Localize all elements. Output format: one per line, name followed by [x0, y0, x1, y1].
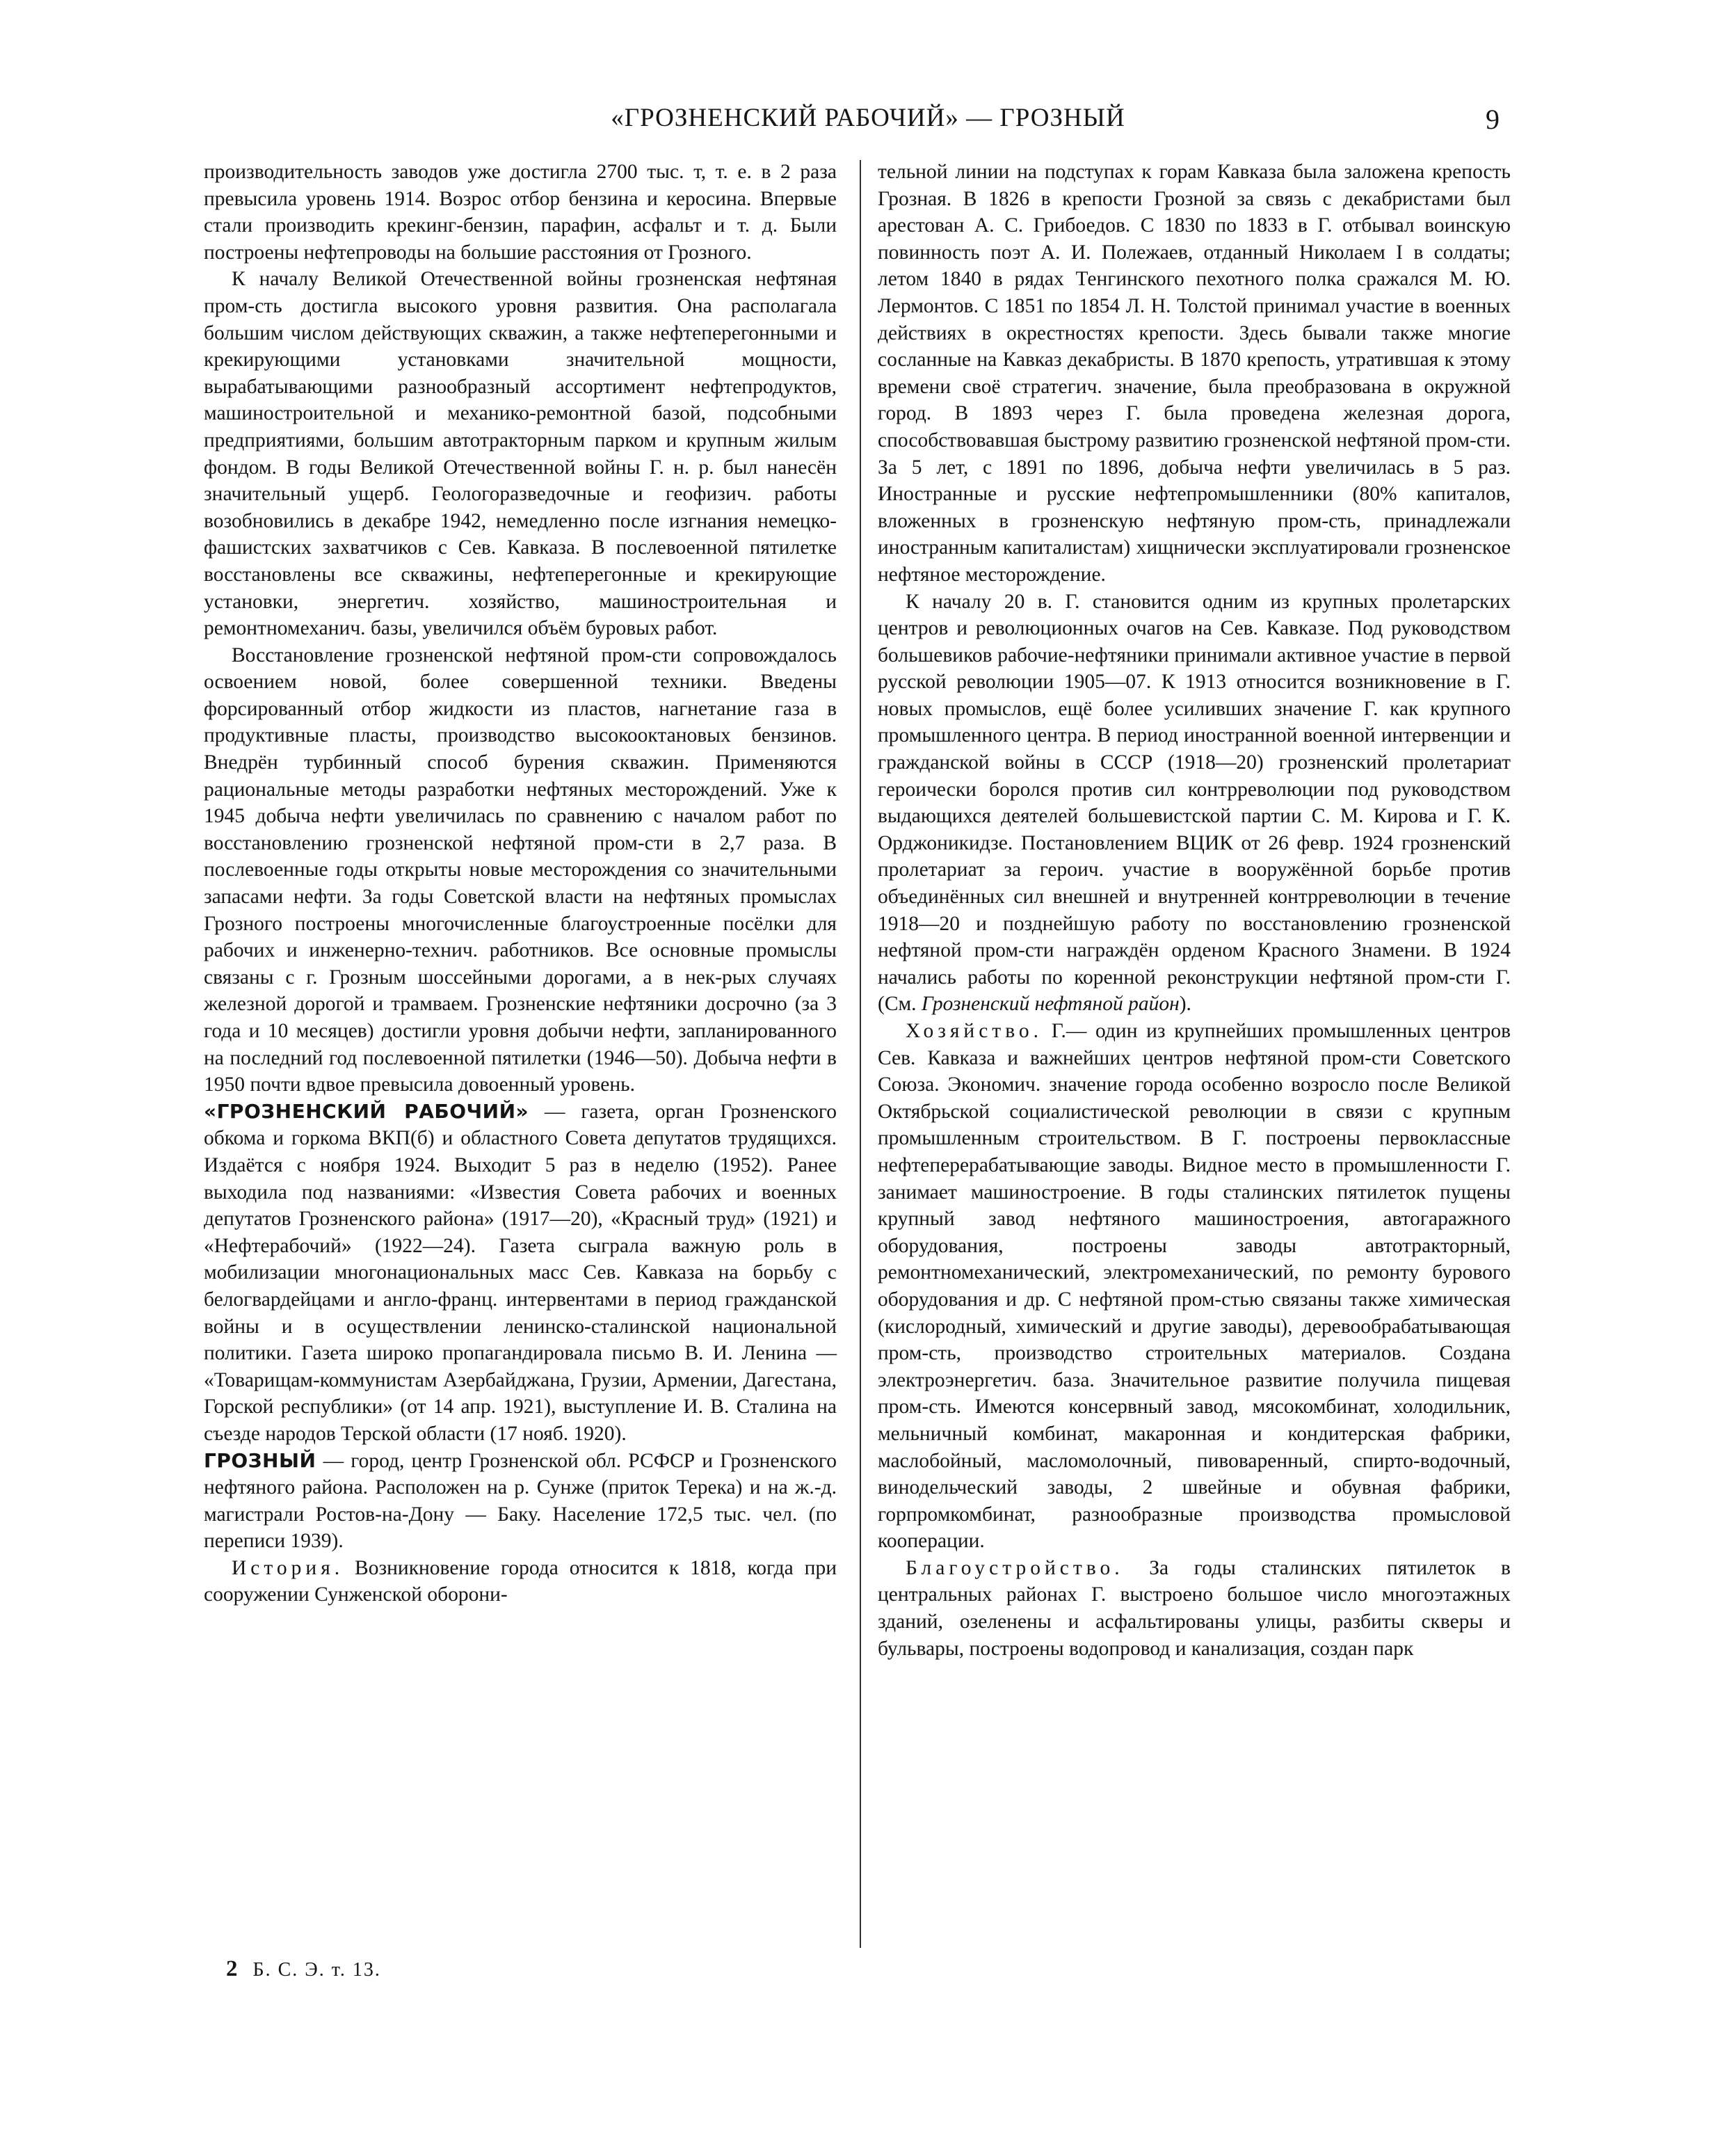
sheet-number: 2 [226, 1956, 238, 1981]
entry-grozny-worker [204, 1098, 837, 1448]
section-heading: Благоустройство. [906, 1556, 1124, 1579]
footer-signature [226, 1956, 381, 1982]
paragraph: Восстановление грозненской нефтяной пром-сти сопровождалось освоением новой, более совершенной техники. Введены форсированный отбор жидкости из пластов, нагнетание газа в продуктивные пласты, производство высокооктановых бензинов. Внедрён турбинный способ бурения скважин. Применяются рациональные методы разработки нефтяных месторождений. Уже к 1945 добыча нефти увеличилась по сравнению с началом работ по восстановлению грозненской нефтяной пром-сти в 2,7 раза. В послевоенные годы открыты новые месторождения со значительными запасами нефти. За годы Советской власти на нефтяных промыслах Грозного построены многочисленные благоустроенные посёлки для рабочих и инженерно-технич. работников. Все основные промыслы связаны с г. Грозным шоссейными дорогами, а в нек-рых случаях железной дорогой и трамваем. Грозненские нефтяники досрочно (за 3 года и 10 месяцев) достигли уровня добычи нефти, запланированного на последний год послевоенной пятилетки (1946—50). Добыча нефти в 1950 почти вдвое превысила довоенный уровень. [204, 644, 837, 1096]
entry-text: — город, центр Грозненской обл. РСФСР и Грозненского нефтяного района. Расположен на р. Сунже (приток Терека) и на ж.-д. магистрали Ростов-на-Дону — Баку. Население 172,5 тыс. чел. (по переписи 1939). [204, 1449, 837, 1553]
entry-headword: «ГРОЗНЕНСКИЙ РАБОЧИЙ» [204, 1099, 529, 1123]
page-number: 9 [1486, 104, 1500, 135]
paragraph-text: За годы сталинских пятилеток в центральных районах Г. выстроено большое число многоэтажных зданий, озеленены и асфальтированы улицы, разбиты скверы и бульвары, построены водопровод и канализация, создан парк [878, 1556, 1511, 1660]
column-divider [860, 160, 861, 1948]
section-heading: Хозяйство. [906, 1020, 1043, 1042]
running-head [0, 103, 1736, 138]
paragraph: производительность заводов уже достигла 2700 тыс. т, т. е. в 2 раза превысила уровень 1914. Возрос отбор бензина и керосина. Впервые стали производить крекинг-бензин, парафин, асфальт и т. д. Были построены нефтепроводы на большие расстояния от Грозного. [204, 161, 837, 264]
entry-grozny [204, 1448, 837, 1555]
paragraph-text: ). [1179, 993, 1191, 1016]
paragraph-text: Г.— один из крупнейших промышленных центров Сев. Кавказа и важнейших центров нефтяной пром-сти Советского Союза. Экономич. значение города особенно возросло после Великой Октябрьской социалистической революции в связи с крупным промышленным строительством. В Г. построены первоклассные нефтеперерабатывающие заводы. Видное место в промышленности Г. занимает машиностроение. В годы сталинских пятилеток пущены крупный завод нефтяного машиностроения, автогаражного оборудования, построены заводы автотракторный, ремонтномеханический, электромеханический, по ремонту бурового оборудования и др. С нефтяной пром-стью связаны также химическая (кислородный, химический и другие заводы), деревообрабатывающая пром-сть, производство строительных материалов. Создана электроэнергетич. база. Значительное развитие получила пищевая пром-сть. Имеются консервный завод, мясокомбинат, холодильник, мельничный комбинат, макаронная и кондитерская фабрики, маслобойный, масломолочный, пивоваренный, спирто-водочный, винодельческий заводы, 2 швейные и обувная фабрики, горпромкомбинат, разнообразные производства промысловой кооперации. [878, 1020, 1511, 1553]
paragraph: К началу Великой Отечественной войны грозненская нефтяная пром-сть достигла высокого уровня развития. Она располагала большим числом действующих скважин, а также нефтеперегонными и крекирующими установками значительной мощности, вырабатывающими разнообразный ассортимент нефтепродуктов, машиностроительной и механико-ремонтной базой, подсобными предприятиями, большим автотракторным парком и крупным жилым фондом. В годы Великой Отечественной войны Г. н. р. был нанесён значительный ущерб. Геологоразведочные и геофизич. работы возобновились в декабре 1942, немедленно после изгнания немецко-фашистских захватчиков с Сев. Кавказа. В послевоенной пятилетке восстановлены все скважины, нефтеперегонные и крекирующие установки, энергетич. хозяйство, машиностроительная и ремонтномеханич. базы, увеличился объём буровых работ. [204, 268, 837, 640]
signature-text: Б. С. Э. т. 13. [252, 1959, 381, 1981]
entry-headword: ГРОЗНЫЙ [204, 1448, 316, 1472]
paragraph-history [204, 1555, 837, 1608]
paragraph-improvement [878, 1555, 1511, 1662]
paragraph-text: К началу 20 в. Г. становится одним из крупных пролетарских центров и революционных очагов на Сев. Кавказе. Под руководством большевиков рабочие-нефтяники принимали активное участие в первой русской революции 1905—07. К 1913 относится возникновение в Г. новых промыслов, ещё более усиливших значение Г. как крупного промышленного центра. В период иностранной военной интервенции и гражданской войны в СССР (1918—20) грозненский пролетариат героически боролся против сил контрреволюции под руководством выдающихся деятелей большевистской партии С. М. Кирова и Г. К. Орджоникидзе. Постановлением ВЦИК от 26 февр. 1924 грозненский пролетариат за героич. участие в вооружённой борьбе против объединённых сил внешней и внутренней контрреволюции в течение 1918—20 и позднейшую работу по восстановлению грозненской нефтяной пром-сти награждён орденом Красного Знамени. В 1924 начались работы по коренной реконструкции нефтяной пром-сти Г. (См. [878, 590, 1511, 1016]
cross-reference-link[interactable]: Грозненский нефтяной район [921, 993, 1180, 1016]
right-column [878, 159, 1511, 1662]
paragraph-economy [878, 1018, 1511, 1555]
section-heading: История. [232, 1556, 344, 1579]
page-title: «ГРОЗНЕНСКИЙ РАБОЧИЙ» — ГРОЗНЫЙ [611, 104, 1125, 132]
entry-text: — газета, орган Грозненского обкома и горкома ВКП(б) и областного Совета депутатов трудящихся. Издаётся с ноября 1924. Выходит 5 раз в неделю (1952). Ранее выходила под названиями: «Известия Совета рабочих и военных депутатов Грозненского района» (1917—20), «Красный труд» (1921) и «Нефтерабочий» (1922—24). Газета сыграла важную роль в мобилизации многонациональных масс Сев. Кавказа на борьбу с белогвардейцами и англо-франц. интервентами в период гражданской войны и в осуществлении ленинско-сталинской национальной политики. Газета широко пропагандировала письмо В. И. Ленина — «Товарищам-коммунистам Азербайджана, Грузии, Армении, Дагестана, Горской республики» (от 14 апр. 1921), выступление И. В. Сталина на съезде народов Терской области (17 нояб. 1920). [204, 1100, 837, 1445]
left-column [204, 159, 837, 1608]
paragraph [878, 589, 1511, 1018]
paragraph: тельной линии на подступах к горам Кавказа была заложена крепость Грозная. В 1826 в крепости Грозной за связь с декабристами был арестован А. С. Грибоедов. С 1830 по 1833 в Г. отбывал воинскую повинность поэт А. И. Полежаев, отданный Николаем I в солдаты; летом 1840 в рядах Тенгинского пехотного полка сражался М. Ю. Лермонтов. С 1851 по 1854 Л. Н. Толстой принимал участие в военных действиях в окрестностях крепости. Здесь бывали также многие сосланные на Кавказ декабристы. В 1870 крепость, утратившая к этому времени своё стратегич. значение, была преобразована в окружной город. В 1893 через Г. была проведена железная дорога, способствовавшая быстрому развитию грозненской нефтяной пром-сти. За 5 лет, с 1891 по 1896, добыча нефти увеличилась в 5 раз. Иностранные и русские нефтепромышленники (80% капиталов, вложенных в грозненскую нефтяную пром-сть, принадлежали иностранным капиталистам) хищнически эксплуатировали грозненское нефтяное месторождение. [878, 161, 1511, 586]
paragraph-text: Возникновение города относится к 1818, когда при сооружении Сунженской оборони- [204, 1556, 837, 1606]
